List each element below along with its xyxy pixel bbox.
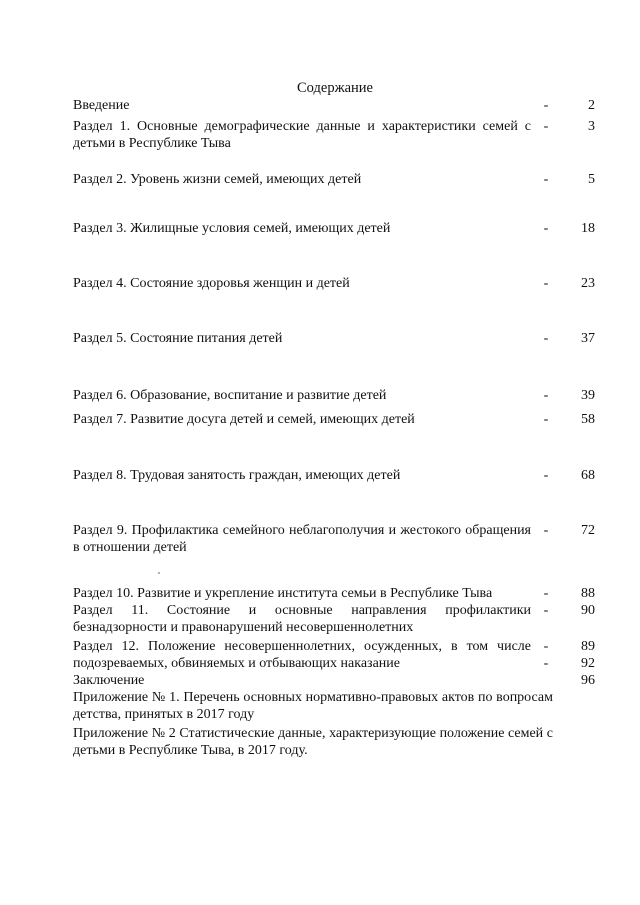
toc-title: Содержание [297,80,373,96]
toc-entry-section-10: Раздел 10. Развитие и укрепление института семьи в Республике Тыва [73,586,493,601]
toc-dash: - [543,98,549,113]
toc-entry-section-7: Раздел 7. Развитие досуга детей и семей, имеющих детей [73,412,415,427]
toc-entry-section-2: Раздел 2. Уровень жизни семей, имеющих детей [73,172,362,187]
toc-dash: - [543,603,549,618]
toc-dash: - [543,119,549,134]
toc-dash: - [543,586,549,601]
toc-page-number: 58 [581,412,595,427]
toc-page-number: 72 [581,523,595,538]
toc-entry-section-9: Раздел 9. Профилактика семейного неблагополучия и жестокого обращения в отношении детей [73,523,531,555]
toc-entry-section-1: Раздел 1. Основные демографические данные и характеристики семей с детьми в Республике Тыва [73,119,531,151]
toc-dash: - [543,172,549,187]
toc-entry-section-6: Раздел 6. Образование, воспитание и развитие детей [73,388,387,403]
toc-dash: - [543,523,549,538]
toc-dash: - [543,468,549,483]
toc-entry-section-3: Раздел 3. Жилищные условия семей, имеющих детей [73,221,391,236]
toc-entry-conclusion: Заключение [73,673,145,688]
toc-page-number: 39 [581,388,595,403]
toc-page-number: 96 [581,673,595,688]
toc-entry-appendix-2: Приложение № 2 Статистические данные, характеризующие положение семей с детьми в Республике Тыва, в 2017 году. [73,726,553,758]
toc-page-number: 18 [581,221,595,236]
toc-dash: - [543,331,549,346]
toc-entry-section-8: Раздел 8. Трудовая занятость граждан, имеющих детей [73,468,401,483]
scan-speck [158,572,160,574]
toc-dash: - [543,221,549,236]
toc-entry-section-12: Раздел 12. Положение несовершеннолетних, осужденных, в том числе подозреваемых, обвиняемых и отбывающих наказание [73,639,531,671]
toc-page-number: 3 [588,119,595,134]
toc-page-number: 92 [581,656,595,671]
toc-entry-section-4: Раздел 4. Состояние здоровья женщин и детей [73,276,350,291]
toc-page-number: 2 [588,98,595,113]
toc-page-number: 5 [588,172,595,187]
toc-dash: - [543,388,549,403]
toc-dash: - [543,639,549,654]
toc-page-number: 88 [581,586,595,601]
toc-page-number: 23 [581,276,595,291]
toc-entry-section-5: Раздел 5. Состояние питания детей [73,331,283,346]
toc-page-number: 90 [581,603,595,618]
toc-dash: - [543,276,549,291]
toc-dash: - [543,412,549,427]
toc-entry-appendix-1: Приложение № 1. Перечень основных нормативно-правовых актов по вопросам детства, принятых в 2017 году [73,690,553,722]
toc-page-number: 89 [581,639,595,654]
toc-page-number: 68 [581,468,595,483]
toc-dash: - [543,656,549,671]
toc-entry-intro: Введение [73,98,130,113]
toc-page-number: 37 [581,331,595,346]
toc-entry-section-11: Раздел 11. Состояние и основные направления профилактики безнадзорности и правонарушений несовершеннолетних [73,603,531,635]
